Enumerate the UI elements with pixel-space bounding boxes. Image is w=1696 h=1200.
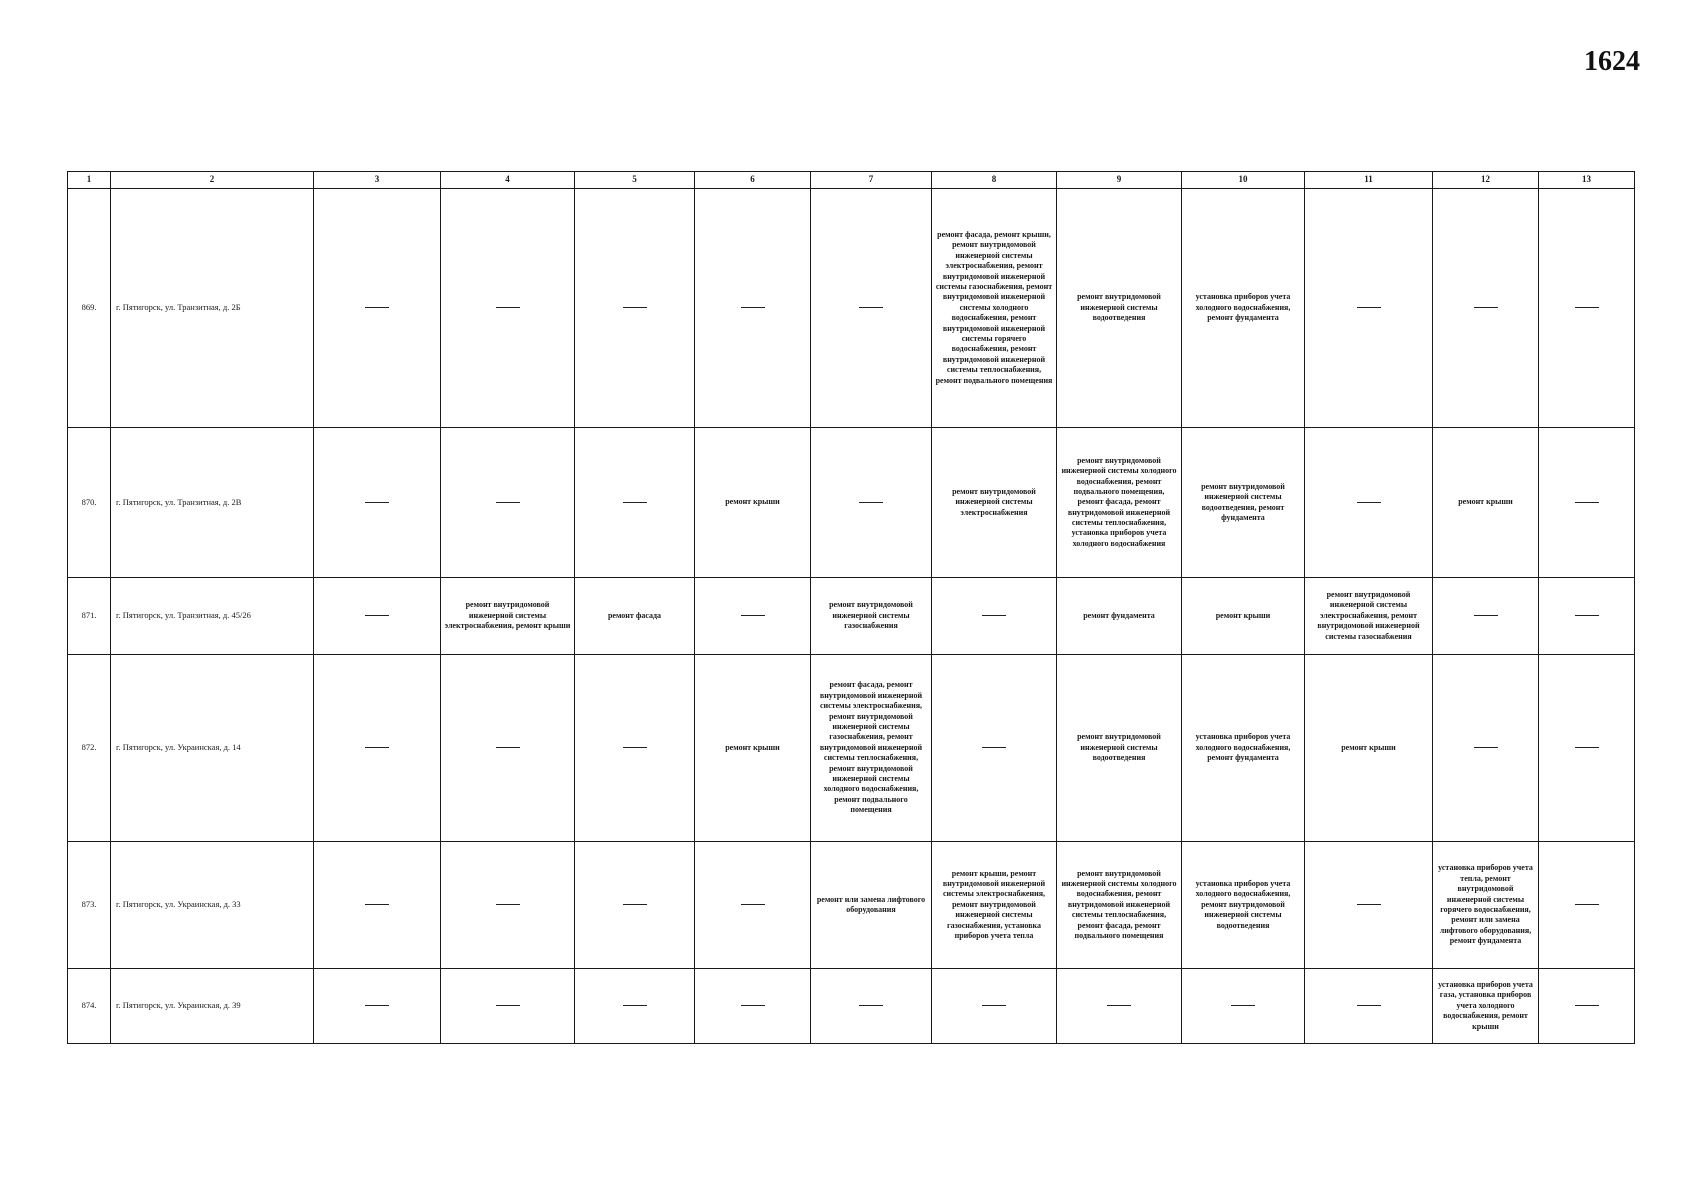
table-cell: ремонт или замена лифтового оборудования bbox=[811, 842, 932, 969]
empty-dash bbox=[1357, 904, 1381, 905]
empty-dash bbox=[496, 502, 520, 503]
table-cell: установка приборов учета холодного водоснабжения, ремонт фундамента bbox=[1182, 189, 1305, 428]
address-cell: г. Пятигорск, ул. Украинская, д. 14 bbox=[111, 655, 314, 842]
address-cell: г. Пятигорск, ул. Транзитная, д. 45/26 bbox=[111, 578, 314, 655]
table-cell bbox=[575, 969, 695, 1044]
table-cell: ремонт внутридомовой инженерной системы электроснабжения, ремонт крыши bbox=[441, 578, 575, 655]
table-cell bbox=[932, 969, 1057, 1044]
table-cell: ремонт внутридомовой инженерной системы холодного водоснабжения, ремонт подвального помещения, ремонт фасада, ремонт внутридомовой инженерной системы теплоснабжения, установка приборов учета холодного водоснабжения bbox=[1057, 428, 1182, 578]
table-cell: установка приборов учета газа, установка приборов учета холодного водоснабжения, ремонт крыши bbox=[1433, 969, 1539, 1044]
table-cell bbox=[932, 655, 1057, 842]
table-row bbox=[68, 655, 1635, 842]
table-cell bbox=[1539, 655, 1635, 842]
empty-dash bbox=[1575, 502, 1599, 503]
empty-dash bbox=[623, 904, 647, 905]
column-header: 3 bbox=[314, 172, 441, 189]
column-header: 12 bbox=[1433, 172, 1539, 189]
header-row bbox=[68, 172, 1635, 189]
table-cell: ремонт фасада, ремонт внутридомовой инженерной системы электроснабжения, ремонт внутридомовой инженерной системы газоснабжения, ремонт внутридомовой инженерной системы теплоснабжения, ремонт внутридомовой инженерной системы холодного водоснабжения, ремонт подвального помещения bbox=[811, 655, 932, 842]
table-cell bbox=[1305, 428, 1433, 578]
empty-dash bbox=[623, 1005, 647, 1006]
table-row bbox=[68, 578, 1635, 655]
table-cell bbox=[441, 842, 575, 969]
address-cell: г. Пятигорск, ул. Транзитная, д. 2В bbox=[111, 428, 314, 578]
table-cell bbox=[575, 655, 695, 842]
table-cell bbox=[441, 189, 575, 428]
table-row bbox=[68, 842, 1635, 969]
table-cell bbox=[1305, 969, 1433, 1044]
empty-dash bbox=[1575, 307, 1599, 308]
column-header: 7 bbox=[811, 172, 932, 189]
empty-dash bbox=[365, 1005, 389, 1006]
column-header: 8 bbox=[932, 172, 1057, 189]
column-header: 10 bbox=[1182, 172, 1305, 189]
table-cell: ремонт внутридомовой инженерной системы водоотведения, ремонт фундамента bbox=[1182, 428, 1305, 578]
table-cell: ремонт крыши, ремонт внутридомовой инженерной системы электроснабжения, ремонт внутридомовой инженерной системы газоснабжения, установка приборов учета тепла bbox=[932, 842, 1057, 969]
empty-dash bbox=[1575, 615, 1599, 616]
table-row bbox=[68, 189, 1635, 428]
table-cell bbox=[575, 189, 695, 428]
table-cell bbox=[1305, 189, 1433, 428]
empty-dash bbox=[741, 1005, 765, 1006]
empty-dash bbox=[859, 502, 883, 503]
empty-dash bbox=[365, 502, 389, 503]
row-number: 870. bbox=[68, 428, 111, 578]
empty-dash bbox=[1575, 904, 1599, 905]
table-cell: ремонт фасада, ремонт крыши, ремонт внутридомовой инженерной системы электроснабжения, ремонт внутридомовой инженерной системы газоснабжения, ремонт внутридомовой инженерной системы холодного водоснабжения, ремонт внутридомовой инженерной системы горячего водоснабжения, ремонт внутридомовой инженерной системы теплоснабжения, ремонт подвального помещения bbox=[932, 189, 1057, 428]
empty-dash bbox=[623, 307, 647, 308]
table-cell bbox=[1433, 189, 1539, 428]
empty-dash bbox=[982, 747, 1006, 748]
table-cell bbox=[314, 655, 441, 842]
empty-dash bbox=[1575, 1005, 1599, 1006]
row-number: 869. bbox=[68, 189, 111, 428]
table-cell bbox=[695, 189, 811, 428]
table-cell: ремонт внутридомовой инженерной системы электроснабжения bbox=[932, 428, 1057, 578]
empty-dash bbox=[741, 904, 765, 905]
table-cell bbox=[1182, 969, 1305, 1044]
table-cell bbox=[811, 189, 932, 428]
table-cell: ремонт крыши bbox=[1305, 655, 1433, 842]
table-cell bbox=[314, 578, 441, 655]
table-cell bbox=[441, 969, 575, 1044]
table-cell bbox=[695, 578, 811, 655]
empty-dash bbox=[1474, 747, 1498, 748]
table-cell: ремонт крыши bbox=[695, 655, 811, 842]
table-cell: установка приборов учета тепла, ремонт внутридомовой инженерной системы горячего водоснабжения, ремонт или замена лифтового оборудования, ремонт фундамента bbox=[1433, 842, 1539, 969]
empty-dash bbox=[982, 1005, 1006, 1006]
row-number: 874. bbox=[68, 969, 111, 1044]
table-cell bbox=[811, 428, 932, 578]
empty-dash bbox=[365, 904, 389, 905]
table-cell bbox=[1539, 842, 1635, 969]
table-cell: ремонт внутридомовой инженерной системы электроснабжения, ремонт внутридомовой инженерной системы газоснабжения bbox=[1305, 578, 1433, 655]
column-header: 9 bbox=[1057, 172, 1182, 189]
table-cell bbox=[314, 428, 441, 578]
table-cell bbox=[1539, 578, 1635, 655]
empty-dash bbox=[496, 307, 520, 308]
address-cell: г. Пятигорск, ул. Украинская, д. 33 bbox=[111, 842, 314, 969]
empty-dash bbox=[496, 1005, 520, 1006]
table-cell: ремонт внутридомовой инженерной системы водоотведения bbox=[1057, 189, 1182, 428]
column-header: 11 bbox=[1305, 172, 1433, 189]
table-cell bbox=[932, 578, 1057, 655]
table-cell: ремонт фундамента bbox=[1057, 578, 1182, 655]
table-cell bbox=[575, 842, 695, 969]
page-number: 1624 bbox=[1584, 46, 1640, 77]
empty-dash bbox=[496, 904, 520, 905]
column-header: 1 bbox=[68, 172, 111, 189]
empty-dash bbox=[859, 1005, 883, 1006]
table-cell: ремонт фасада bbox=[575, 578, 695, 655]
table-cell bbox=[695, 969, 811, 1044]
empty-dash bbox=[496, 747, 520, 748]
empty-dash bbox=[741, 307, 765, 308]
table-cell: ремонт внутридомовой инженерной системы газоснабжения bbox=[811, 578, 932, 655]
row-number: 872. bbox=[68, 655, 111, 842]
row-number: 873. bbox=[68, 842, 111, 969]
table-cell bbox=[314, 842, 441, 969]
table-cell bbox=[441, 428, 575, 578]
empty-dash bbox=[982, 615, 1006, 616]
table-cell bbox=[575, 428, 695, 578]
row-number: 871. bbox=[68, 578, 111, 655]
empty-dash bbox=[1357, 502, 1381, 503]
table-cell bbox=[1539, 428, 1635, 578]
table-cell: установка приборов учета холодного водоснабжения, ремонт фундамента bbox=[1182, 655, 1305, 842]
table-cell bbox=[1539, 189, 1635, 428]
table-row bbox=[68, 969, 1635, 1044]
table-cell: ремонт крыши bbox=[1433, 428, 1539, 578]
table-cell: ремонт внутридомовой инженерной системы водоотведения bbox=[1057, 655, 1182, 842]
table-cell bbox=[695, 842, 811, 969]
empty-dash bbox=[859, 307, 883, 308]
table-cell: установка приборов учета холодного водоснабжения, ремонт внутридомовой инженерной системы водоотведения bbox=[1182, 842, 1305, 969]
column-header: 2 bbox=[111, 172, 314, 189]
table-cell bbox=[811, 969, 932, 1044]
empty-dash bbox=[623, 502, 647, 503]
empty-dash bbox=[365, 747, 389, 748]
empty-dash bbox=[1357, 307, 1381, 308]
table-cell bbox=[1539, 969, 1635, 1044]
empty-dash bbox=[1357, 1005, 1381, 1006]
column-header: 6 bbox=[695, 172, 811, 189]
repair-schedule-table bbox=[67, 171, 1634, 1044]
empty-dash bbox=[1474, 615, 1498, 616]
table-cell bbox=[1433, 578, 1539, 655]
column-header: 4 bbox=[441, 172, 575, 189]
empty-dash bbox=[1474, 307, 1498, 308]
table-cell bbox=[441, 655, 575, 842]
empty-dash bbox=[1231, 1005, 1255, 1006]
table-cell bbox=[314, 969, 441, 1044]
table-cell bbox=[1433, 655, 1539, 842]
table-cell bbox=[1305, 842, 1433, 969]
table-row bbox=[68, 428, 1635, 578]
empty-dash bbox=[741, 615, 765, 616]
address-cell: г. Пятигорск, ул. Украинская, д. 39 bbox=[111, 969, 314, 1044]
column-header: 5 bbox=[575, 172, 695, 189]
empty-dash bbox=[1575, 747, 1599, 748]
table-cell bbox=[314, 189, 441, 428]
table-cell: ремонт крыши bbox=[695, 428, 811, 578]
empty-dash bbox=[365, 615, 389, 616]
column-header: 13 bbox=[1539, 172, 1635, 189]
table-cell: ремонт внутридомовой инженерной системы холодного водоснабжения, ремонт внутридомовой инженерной системы теплоснабжения, ремонт фасада, ремонт подвального помещения bbox=[1057, 842, 1182, 969]
empty-dash bbox=[365, 307, 389, 308]
table-cell: ремонт крыши bbox=[1182, 578, 1305, 655]
table-cell bbox=[1057, 969, 1182, 1044]
empty-dash bbox=[1107, 1005, 1131, 1006]
address-cell: г. Пятигорск, ул. Транзитная, д. 2Б bbox=[111, 189, 314, 428]
empty-dash bbox=[623, 747, 647, 748]
